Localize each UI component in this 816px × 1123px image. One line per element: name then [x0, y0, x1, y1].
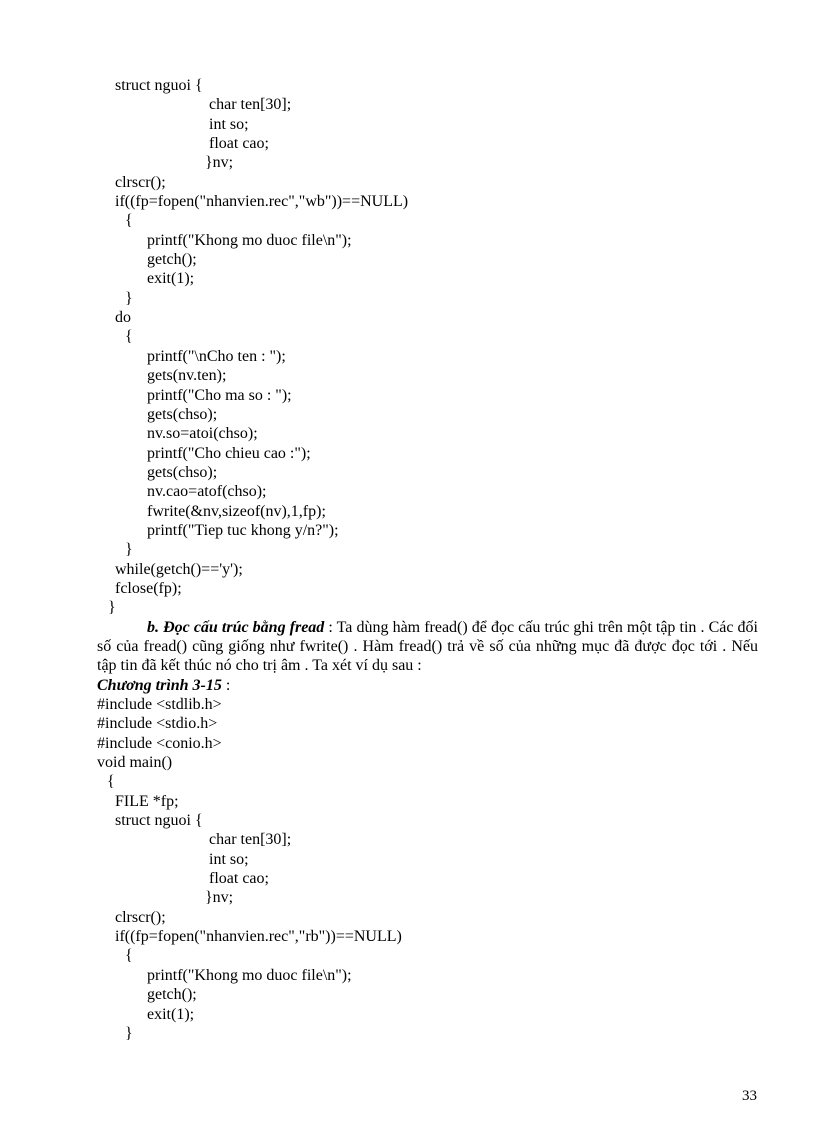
- code-block-1: [0, 76, 816, 618]
- code-line: gets(chso);: [147, 405, 218, 423]
- section-heading: b. Đọc cấu trúc bằng fread: [147, 618, 325, 636]
- code-line: FILE *fp;: [115, 792, 179, 810]
- code-line: clrscr();: [115, 173, 166, 191]
- code-line: }: [125, 289, 133, 307]
- code-line: void main(): [97, 754, 173, 772]
- code-line: clrscr();: [115, 908, 166, 926]
- code-line: getch();: [147, 986, 197, 1004]
- code-line: }: [108, 599, 116, 617]
- code-line: char ten[30];: [209, 96, 292, 114]
- code-line: gets(nv.ten);: [147, 367, 227, 385]
- code-line: printf("Cho ma so : ");: [147, 386, 292, 404]
- code-line: gets(chso);: [147, 463, 218, 481]
- code-line: if((fp=fopen("nhanvien.rec","rb"))==NULL): [115, 928, 402, 946]
- code-line: float cao;: [209, 135, 269, 153]
- code-line: exit(1);: [147, 1005, 195, 1023]
- code-line: }: [125, 1024, 133, 1042]
- code-line: getch();: [147, 251, 197, 269]
- page-number: 33: [742, 1088, 757, 1104]
- code-line: #include <stdlib.h>: [97, 696, 222, 713]
- code-line: nv.so=atoi(chso);: [147, 425, 258, 443]
- code-line: nv.cao=atof(chso);: [147, 483, 267, 501]
- code-block-2: [0, 695, 816, 1043]
- program-label-text: Chương trình 3-15: [97, 676, 222, 694]
- code-line: {: [125, 947, 133, 965]
- program-label-suffix: :: [221, 676, 231, 694]
- code-line: #include <conio.h>: [97, 734, 222, 752]
- paragraph-text: : Ta dùng hàm fread() để đọc cấu trúc ghi trên một tập tin . Các đối số của fread() cũng giống như fwrite() . Hàm fread() trả về số của những mục đã được đọc tới . Nếu tập tin đã kết thúc nó cho trị âm . Ta xét ví dụ sau :: [97, 618, 758, 675]
- code-line: int so;: [209, 850, 249, 868]
- code-line: do: [115, 309, 131, 327]
- code-line: printf("Tiep tuc khong y/n?");: [147, 521, 339, 539]
- code-line: float cao;: [209, 870, 269, 888]
- code-line: #include <stdio.h>: [97, 715, 218, 733]
- code-line: int so;: [209, 115, 249, 133]
- code-line: struct nguoi {: [115, 812, 203, 830]
- code-line: }: [125, 541, 133, 559]
- code-line: printf("Khong mo duoc file\n");: [147, 231, 352, 249]
- code-line: printf("Khong mo duoc file\n");: [147, 966, 352, 984]
- code-line: {: [125, 328, 133, 346]
- code-line: {: [107, 773, 115, 791]
- code-line: printf("\nCho ten : ");: [147, 347, 286, 365]
- page-content: [0, 76, 816, 1043]
- program-label: [0, 676, 816, 695]
- paragraph-fread: [97, 618, 758, 676]
- code-line: struct nguoi {: [115, 77, 203, 94]
- code-line: fclose(fp);: [115, 579, 182, 597]
- code-line: }nv;: [205, 889, 234, 907]
- code-line: if((fp=fopen("nhanvien.rec","wb"))==NULL): [115, 193, 409, 211]
- code-line: }nv;: [205, 154, 234, 172]
- code-line: char ten[30];: [209, 831, 292, 849]
- code-line: printf("Cho chieu cao :");: [147, 444, 311, 462]
- code-line: fwrite(&nv,sizeof(nv),1,fp);: [147, 502, 326, 520]
- code-line: exit(1);: [147, 270, 195, 288]
- code-line: while(getch()=='y');: [115, 560, 243, 578]
- code-line: {: [125, 212, 133, 230]
